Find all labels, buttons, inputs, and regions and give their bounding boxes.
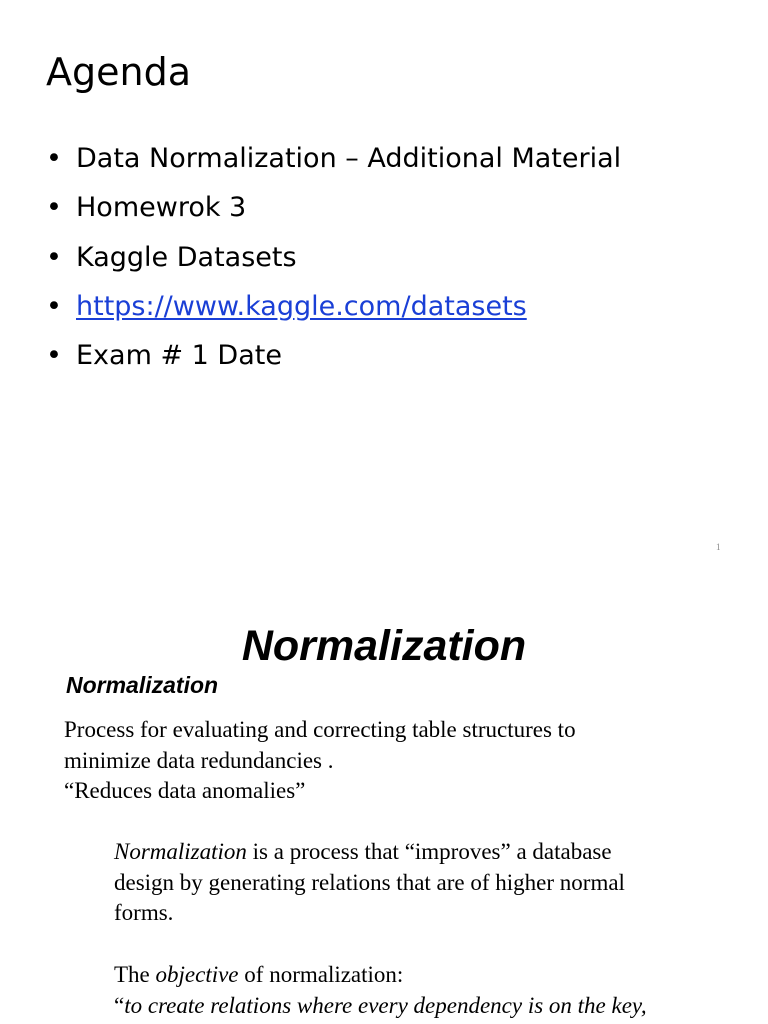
list-item-text: Homewrok 3: [76, 192, 247, 224]
objective-paragraph: [114, 960, 754, 1021]
bullet-icon: •: [46, 340, 62, 372]
paragraph-line: [114, 837, 714, 868]
paragraph-line: minimize data redundancies .: [64, 747, 334, 773]
objective-emphasis: objective: [155, 962, 239, 987]
bullet-icon: •: [46, 290, 62, 322]
slide-title: Agenda: [46, 50, 191, 94]
paragraph-text: of normalization:: [238, 962, 404, 987]
quote-mark: “: [114, 992, 125, 1018]
slide-heading: Normalization: [241, 622, 527, 670]
slide-number: 1: [716, 542, 721, 552]
bullet-icon: •: [46, 143, 62, 174]
term-emphasis: Normalization: [114, 839, 247, 864]
section-subheading: Normalization: [66, 672, 219, 698]
list-item: [46, 237, 621, 286]
list-item-text: Exam # 1 Date: [76, 340, 282, 372]
definition-paragraph: [64, 715, 704, 807]
process-paragraph: [114, 837, 714, 929]
bullet-icon: •: [46, 192, 62, 224]
kaggle-datasets-link[interactable]: https://www.kaggle.com/datasets: [76, 290, 527, 322]
agenda-list: [46, 138, 621, 384]
paragraph-text: is a process that “improves” a database: [246, 839, 612, 864]
list-item-text: Data Normalization – Additional Material: [76, 143, 622, 174]
paragraph-line: “Reduces data anomalies”: [64, 778, 306, 803]
list-item: [46, 286, 621, 335]
quote-text: to create relations where every dependency is on the key,: [124, 992, 647, 1018]
paragraph-line: Process for evaluating and correcting table structures to: [64, 717, 576, 742]
list-item: [46, 138, 621, 187]
paragraph-line: design by generating relations that are of higher normal: [114, 869, 625, 895]
list-item: [46, 335, 621, 384]
bullet-icon: •: [46, 241, 62, 273]
normalization-slide: [0, 576, 768, 1024]
paragraph-line: [114, 960, 754, 991]
list-item: [46, 187, 621, 236]
list-item-text: Kaggle Datasets: [76, 241, 297, 273]
paragraph-text: The: [114, 962, 156, 987]
paragraph-line: [114, 991, 754, 1022]
paragraph-line: forms.: [114, 900, 174, 925]
